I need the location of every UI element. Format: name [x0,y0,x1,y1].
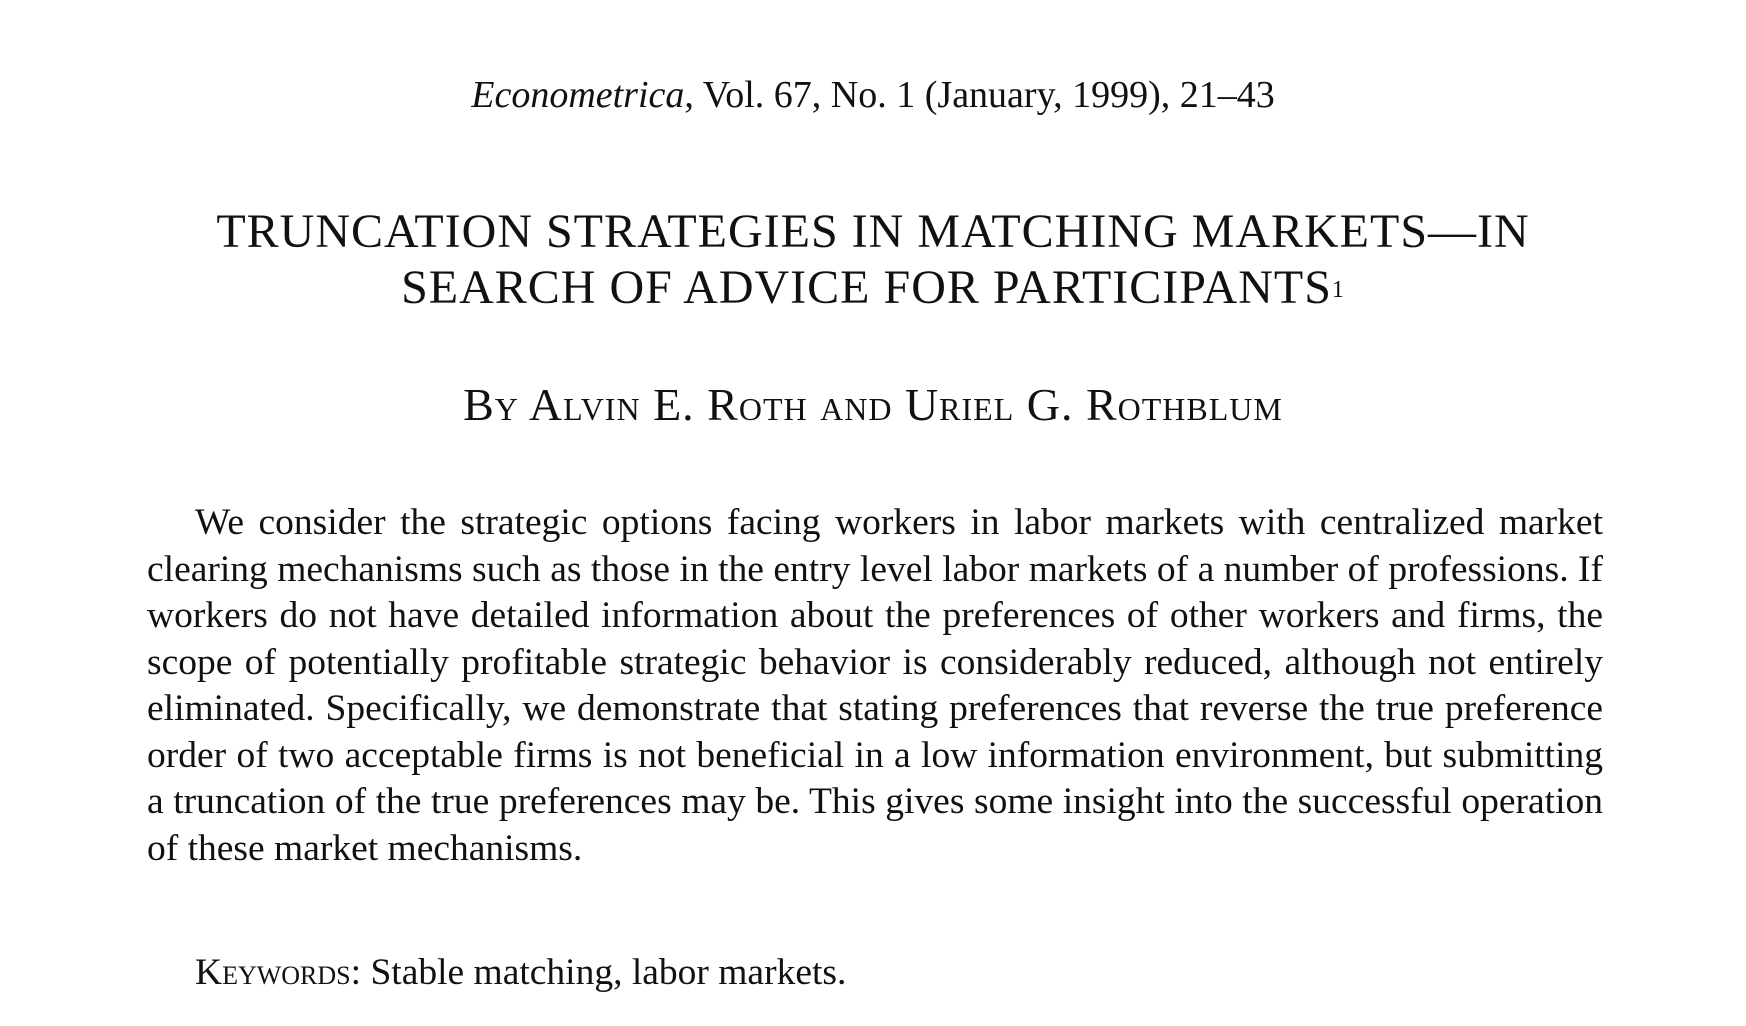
keywords-label: Keywords: [195,952,362,993]
citation-details: , Vol. 67, No. 1 (January, 1999), 21–43 [684,74,1275,116]
author-byline: By Alvin E. Roth and Uriel G. Rothblum [463,379,1283,430]
journal-name: Econometrica [471,74,685,116]
title-footnote-mark: 1 [1331,277,1345,303]
keywords-line [195,950,1595,996]
abstract-text: We consider the strategic options facing workers in labor markets with centralized market clearing mechanisms such as those in the entry level labor markets of a number of professions. If workers do not have detailed information about the preferences of other workers and firms, the scope of potentially profitable strategic behavior is considerably reduced, although not entirely eliminated. Specifically, we demonstrate that stating preferences that reverse the true preference order of two acceptable firms is not beneficial in a low information environment, but submitting a truncation of the true preferences may be. This gives some insight into the successful operation of these market mechanisms. [147,502,1603,869]
keywords-text: Stable matching, labor markets. [361,952,847,993]
paper-title-text: TRUNCATION STRATEGIES IN MATCHING MARKETS—IN SEARCH OF ADVICE FOR PARTICIPANTS [216,205,1530,314]
journal-citation [0,72,1746,118]
paper-title [150,204,1596,316]
